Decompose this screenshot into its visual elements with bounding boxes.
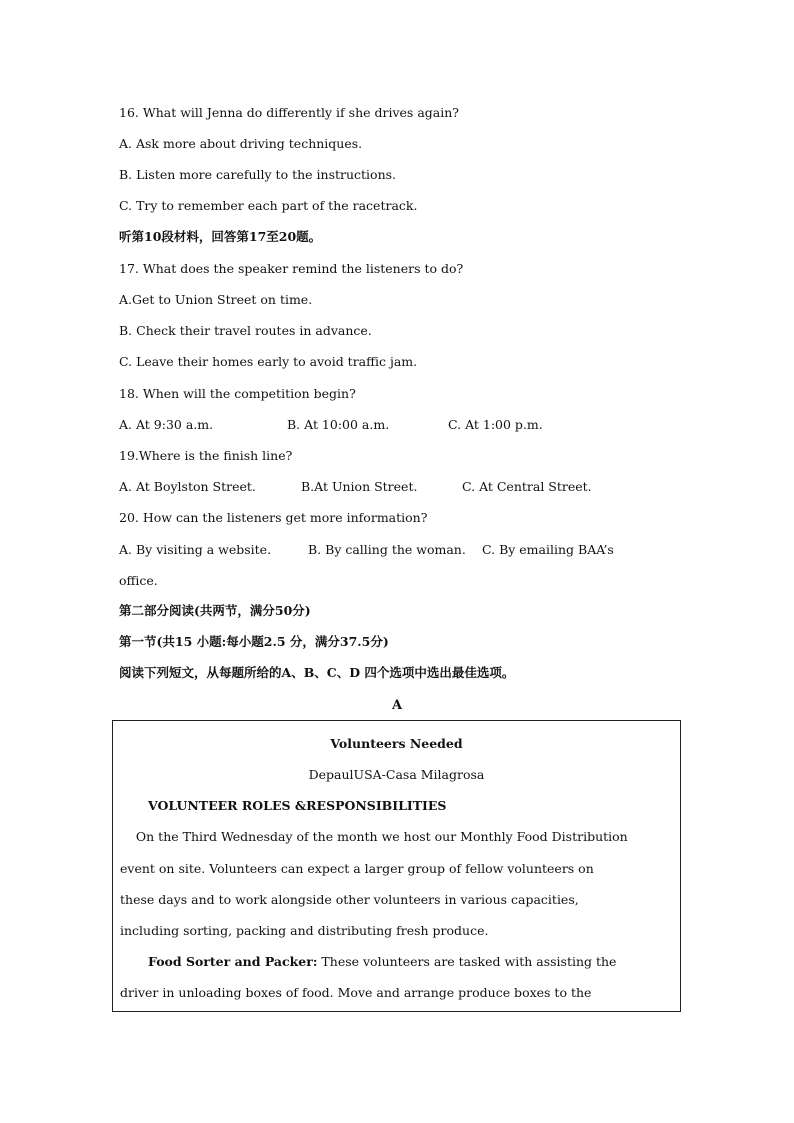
passage-title: Volunteers Needed	[330, 736, 463, 751]
q16-option-a: A. Ask more about driving techniques.	[119, 136, 363, 151]
q17-option-a: A.Get to Union Street on time.	[119, 292, 313, 307]
q19-option-a: A. At Boylston Street.	[119, 479, 256, 494]
q18-option-c: C. At 1:00 p.m.	[448, 417, 543, 432]
q20-option-b: B. By calling the woman.	[308, 542, 466, 557]
q17-option-c: C. Leave their homes early to avoid traffic jam.	[119, 354, 418, 369]
section-10-heading: 听第10段材料，回答第17至20题。	[119, 229, 322, 244]
roles-heading: VOLUNTEER ROLES &RESPONSIBILITIES	[148, 798, 447, 813]
part2-instruction: 阅读下列短文，从每题所给的A、B、C、D 四个选项中选出最佳选项。	[119, 665, 515, 680]
passage-p2-line1-text: These volunteers are tasked with assisting the	[317, 954, 617, 969]
part2-title: 第二部分阅读(共两节，满分50分)	[119, 603, 311, 618]
part2-section1: 第一节(共15 小题:每小题2.5 分，满分37.5分)	[119, 634, 389, 649]
passage-p1-line3: these days and to work alongside other volunteers in various capacities,	[120, 892, 579, 907]
passage-box	[112, 720, 681, 1012]
q20-option-c-continued: office.	[119, 573, 158, 588]
q17-option-b: B. Check their travel routes in advance.	[119, 323, 372, 338]
q18-option-a: A. At 9:30 a.m.	[119, 417, 214, 432]
q18-stem: 18. When will the competition begin?	[119, 386, 356, 401]
passage-p1-line2: event on site. Volunteers can expect a larger group of fellow volunteers on	[120, 861, 594, 876]
q19-option-c: C. At Central Street.	[462, 479, 592, 494]
q16-stem: 16. What will Jenna do differently if she drives again?	[119, 105, 459, 120]
passage-org: DepaulUSA-Casa Milagrosa	[308, 767, 485, 782]
food-sorter-label: Food Sorter and Packer:	[148, 954, 318, 969]
q16-option-b: B. Listen more carefully to the instructions.	[119, 167, 397, 182]
q16-option-c: C. Try to remember each part of the racetrack.	[119, 198, 418, 213]
q20-option-a: A. By visiting a website.	[119, 542, 272, 557]
q18-option-b: B. At 10:00 a.m.	[287, 417, 390, 432]
q20-stem: 20. How can the listeners get more information?	[119, 510, 428, 525]
passage-p1-line4: including sorting, packing and distributing fresh produce.	[120, 923, 489, 938]
q17-stem: 17. What does the speaker remind the listeners to do?	[119, 261, 464, 276]
passage-letter: A	[391, 698, 403, 713]
passage-p2-line1	[148, 954, 616, 970]
q19-option-b: B.At Union Street.	[301, 479, 418, 494]
passage-p2-line2: driver in unloading boxes of food. Move and arrange produce boxes to the	[120, 985, 592, 1000]
q19-stem: 19.Where is the finish line?	[119, 448, 293, 463]
passage-p1-line1: On the Third Wednesday of the month we host our Monthly Food Distribution	[120, 829, 628, 844]
q20-option-c: C. By emailing BAA’s	[482, 542, 614, 557]
